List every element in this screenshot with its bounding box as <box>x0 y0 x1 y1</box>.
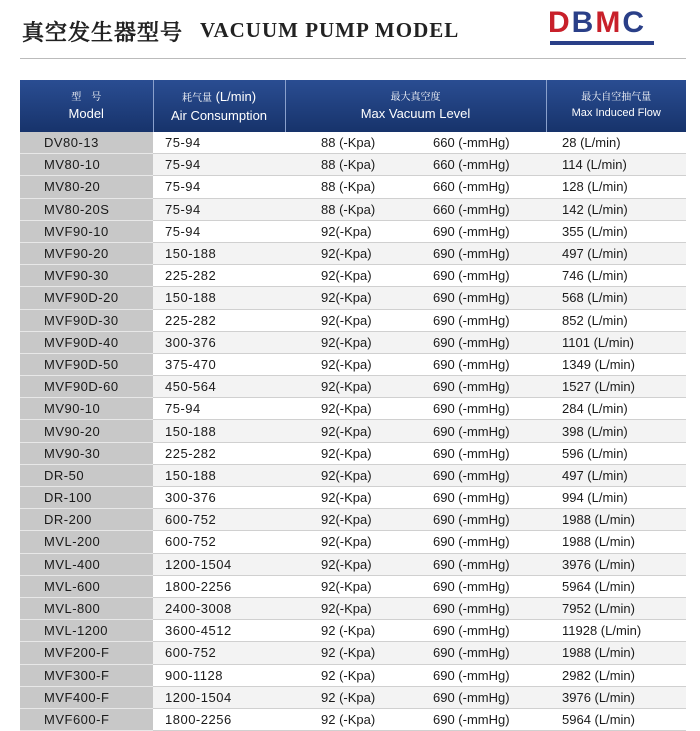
cell-air-consumption: 150-188 <box>153 287 285 309</box>
cell-induced-flow: 128 (L/min) <box>546 176 686 198</box>
cell-model: MVF90D-50 <box>20 353 153 375</box>
table-row <box>20 686 686 708</box>
cell-air-consumption: 1800-2256 <box>153 708 285 730</box>
cell-model: MVF90-20 <box>20 242 153 264</box>
cell-vacuum-kpa: 92(-Kpa) <box>285 420 415 442</box>
cell-vacuum-mmhg: 690 (-mmHg) <box>415 686 546 708</box>
cell-model: DR-50 <box>20 464 153 486</box>
cell-air-consumption: 75-94 <box>153 176 285 198</box>
cell-induced-flow: 28 (L/min) <box>546 132 686 154</box>
table-row <box>20 708 686 730</box>
table-row <box>20 154 686 176</box>
cell-air-consumption: 450-564 <box>153 376 285 398</box>
cell-model: MV90-20 <box>20 420 153 442</box>
header-max-vacuum <box>285 80 546 132</box>
cell-vacuum-mmhg: 690 (-mmHg) <box>415 398 546 420</box>
table-row <box>20 620 686 642</box>
cell-vacuum-mmhg: 690 (-mmHg) <box>415 442 546 464</box>
cell-vacuum-mmhg: 690 (-mmHg) <box>415 464 546 486</box>
table-row <box>20 420 686 442</box>
cell-vacuum-mmhg: 690 (-mmHg) <box>415 242 546 264</box>
cell-model: MV80-10 <box>20 154 153 176</box>
cell-vacuum-mmhg: 690 (-mmHg) <box>415 220 546 242</box>
cell-vacuum-kpa: 88 (-Kpa) <box>285 176 415 198</box>
cell-model: MV80-20S <box>20 198 153 220</box>
cell-induced-flow: 11928 (L/min) <box>546 620 686 642</box>
cell-vacuum-mmhg: 690 (-mmHg) <box>415 287 546 309</box>
cell-model: MVF90D-40 <box>20 331 153 353</box>
cell-induced-flow: 994 (L/min) <box>546 487 686 509</box>
cell-vacuum-kpa: 92(-Kpa) <box>285 287 415 309</box>
cell-induced-flow: 3976 (L/min) <box>546 553 686 575</box>
cell-model: MV90-30 <box>20 442 153 464</box>
table-row <box>20 553 686 575</box>
cell-air-consumption: 225-282 <box>153 265 285 287</box>
cell-vacuum-kpa: 92(-Kpa) <box>285 376 415 398</box>
table-row <box>20 309 686 331</box>
page-header <box>0 0 700 70</box>
cell-air-consumption: 900-1128 <box>153 664 285 686</box>
cell-vacuum-mmhg: 660 (-mmHg) <box>415 132 546 154</box>
cell-vacuum-mmhg: 660 (-mmHg) <box>415 154 546 176</box>
cell-induced-flow: 1988 (L/min) <box>546 531 686 553</box>
cell-air-consumption: 75-94 <box>153 132 285 154</box>
cell-air-consumption: 1200-1504 <box>153 686 285 708</box>
cell-vacuum-kpa: 88 (-Kpa) <box>285 198 415 220</box>
cell-vacuum-mmhg: 690 (-mmHg) <box>415 664 546 686</box>
cell-model: MVF600-F <box>20 708 153 730</box>
table-row <box>20 664 686 686</box>
cell-vacuum-mmhg: 690 (-mmHg) <box>415 265 546 287</box>
cell-air-consumption: 225-282 <box>153 309 285 331</box>
header-air-cn: 耗气量 <box>181 93 212 104</box>
cell-air-consumption: 1800-2256 <box>153 575 285 597</box>
cell-model: MVL-200 <box>20 531 153 553</box>
brand-logo-underline <box>550 41 654 45</box>
cell-air-consumption: 600-752 <box>153 531 285 553</box>
cell-induced-flow: 114 (L/min) <box>546 154 686 176</box>
cell-air-consumption: 150-188 <box>153 420 285 442</box>
brand-logo-text <box>548 6 656 40</box>
cell-vacuum-mmhg: 660 (-mmHg) <box>415 198 546 220</box>
cell-vacuum-mmhg: 690 (-mmHg) <box>415 509 546 531</box>
cell-vacuum-mmhg: 690 (-mmHg) <box>415 487 546 509</box>
cell-vacuum-kpa: 92 (-Kpa) <box>285 664 415 686</box>
header-model-cn: 型 号 <box>71 91 102 103</box>
cell-model: MVF90D-20 <box>20 287 153 309</box>
cell-air-consumption: 300-376 <box>153 487 285 509</box>
cell-model: MVF300-F <box>20 664 153 686</box>
table-row <box>20 353 686 375</box>
header-model <box>20 80 153 132</box>
cell-vacuum-kpa: 92(-Kpa) <box>285 398 415 420</box>
cell-vacuum-mmhg: 690 (-mmHg) <box>415 309 546 331</box>
cell-induced-flow: 497 (L/min) <box>546 464 686 486</box>
cell-model: MVF90-30 <box>20 265 153 287</box>
cell-air-consumption: 2400-3008 <box>153 597 285 619</box>
cell-model: MVF200-F <box>20 642 153 664</box>
cell-vacuum-kpa: 92 (-Kpa) <box>285 620 415 642</box>
cell-vacuum-mmhg: 690 (-mmHg) <box>415 708 546 730</box>
table-row <box>20 531 686 553</box>
cell-induced-flow: 1527 (L/min) <box>546 376 686 398</box>
cell-model: DR-100 <box>20 487 153 509</box>
header-air-unit: (L/min) <box>215 89 257 104</box>
table-row <box>20 642 686 664</box>
cell-air-consumption: 300-376 <box>153 331 285 353</box>
header-vacuum-cn: 最大真空度 <box>390 91 441 103</box>
cell-model: MVL-800 <box>20 597 153 619</box>
cell-induced-flow: 1101 (L/min) <box>546 331 686 353</box>
logo-letter: D <box>548 6 572 39</box>
cell-vacuum-kpa: 92(-Kpa) <box>285 531 415 553</box>
cell-vacuum-kpa: 92(-Kpa) <box>285 242 415 264</box>
cell-induced-flow: 398 (L/min) <box>546 420 686 442</box>
cell-vacuum-mmhg: 690 (-mmHg) <box>415 553 546 575</box>
cell-model: MV80-20 <box>20 176 153 198</box>
logo-letter: B <box>571 6 596 39</box>
cell-vacuum-kpa: 92(-Kpa) <box>285 597 415 619</box>
cell-vacuum-kpa: 92 (-Kpa) <box>285 686 415 708</box>
cell-induced-flow: 568 (L/min) <box>546 287 686 309</box>
cell-model: MVF90D-60 <box>20 376 153 398</box>
cell-vacuum-kpa: 92(-Kpa) <box>285 553 415 575</box>
cell-vacuum-mmhg: 660 (-mmHg) <box>415 176 546 198</box>
cell-model: MVL-600 <box>20 575 153 597</box>
page-title-chinese: 真空发生器型号 <box>22 21 184 46</box>
header-flow-cn: 最大自空抽气量 <box>581 91 652 103</box>
cell-vacuum-kpa: 92(-Kpa) <box>285 509 415 531</box>
cell-air-consumption: 600-752 <box>153 509 285 531</box>
table-row <box>20 242 686 264</box>
cell-induced-flow: 142 (L/min) <box>546 198 686 220</box>
header-divider <box>20 58 686 59</box>
cell-induced-flow: 355 (L/min) <box>546 220 686 242</box>
brand-logo <box>548 6 656 44</box>
cell-vacuum-mmhg: 690 (-mmHg) <box>415 353 546 375</box>
logo-letter: C <box>622 6 647 39</box>
header-max-flow <box>546 80 686 132</box>
table-row <box>20 176 686 198</box>
cell-model: MVF90D-30 <box>20 309 153 331</box>
cell-vacuum-kpa: 88 (-Kpa) <box>285 154 415 176</box>
table-body <box>20 132 686 731</box>
cell-vacuum-kpa: 92(-Kpa) <box>285 487 415 509</box>
cell-induced-flow: 596 (L/min) <box>546 442 686 464</box>
table-row <box>20 597 686 619</box>
header-vacuum-en: Max Vacuum Level <box>360 105 471 121</box>
cell-induced-flow: 5964 (L/min) <box>546 575 686 597</box>
cell-vacuum-mmhg: 690 (-mmHg) <box>415 575 546 597</box>
header-air-en: Air Consumption <box>170 108 268 123</box>
cell-vacuum-kpa: 92(-Kpa) <box>285 442 415 464</box>
cell-air-consumption: 75-94 <box>153 398 285 420</box>
cell-induced-flow: 746 (L/min) <box>546 265 686 287</box>
header-air-cn-line <box>154 88 285 107</box>
cell-model: DV80-13 <box>20 132 153 154</box>
cell-vacuum-kpa: 92(-Kpa) <box>285 464 415 486</box>
cell-vacuum-kpa: 92(-Kpa) <box>285 220 415 242</box>
cell-air-consumption: 75-94 <box>153 198 285 220</box>
header-model-en: Model <box>68 105 104 121</box>
cell-air-consumption: 600-752 <box>153 642 285 664</box>
cell-induced-flow: 2982 (L/min) <box>546 664 686 686</box>
cell-vacuum-mmhg: 690 (-mmHg) <box>415 642 546 664</box>
table-row <box>20 575 686 597</box>
cell-vacuum-kpa: 92(-Kpa) <box>285 309 415 331</box>
table-row <box>20 464 686 486</box>
cell-air-consumption: 150-188 <box>153 242 285 264</box>
cell-model: MVL-400 <box>20 553 153 575</box>
cell-air-consumption: 75-94 <box>153 220 285 242</box>
cell-vacuum-kpa: 92 (-Kpa) <box>285 708 415 730</box>
header-air-consumption <box>153 80 285 132</box>
table-row <box>20 198 686 220</box>
cell-vacuum-kpa: 88 (-Kpa) <box>285 132 415 154</box>
cell-air-consumption: 150-188 <box>153 464 285 486</box>
cell-induced-flow: 852 (L/min) <box>546 309 686 331</box>
cell-vacuum-kpa: 92 (-Kpa) <box>285 642 415 664</box>
table-row <box>20 132 686 154</box>
cell-vacuum-mmhg: 690 (-mmHg) <box>415 420 546 442</box>
cell-vacuum-kpa: 92(-Kpa) <box>285 331 415 353</box>
cell-induced-flow: 5964 (L/min) <box>546 708 686 730</box>
logo-letter: M <box>595 6 623 39</box>
cell-model: DR-200 <box>20 509 153 531</box>
table-header-row <box>20 80 686 132</box>
cell-model: MVF90-10 <box>20 220 153 242</box>
cell-vacuum-mmhg: 690 (-mmHg) <box>415 620 546 642</box>
cell-induced-flow: 284 (L/min) <box>546 398 686 420</box>
page-title-english: VACUUM PUMP MODEL <box>200 18 460 42</box>
cell-vacuum-kpa: 92(-Kpa) <box>285 265 415 287</box>
cell-vacuum-mmhg: 690 (-mmHg) <box>415 597 546 619</box>
table-row <box>20 398 686 420</box>
cell-induced-flow: 7952 (L/min) <box>546 597 686 619</box>
cell-model: MV90-10 <box>20 398 153 420</box>
cell-induced-flow: 1988 (L/min) <box>546 509 686 531</box>
vacuum-pump-table <box>20 80 686 731</box>
cell-air-consumption: 75-94 <box>153 154 285 176</box>
table-row <box>20 331 686 353</box>
cell-induced-flow: 1988 (L/min) <box>546 642 686 664</box>
cell-air-consumption: 1200-1504 <box>153 553 285 575</box>
cell-induced-flow: 1349 (L/min) <box>546 353 686 375</box>
cell-air-consumption: 3600-4512 <box>153 620 285 642</box>
table-row <box>20 487 686 509</box>
cell-model: MVL-1200 <box>20 620 153 642</box>
cell-induced-flow: 497 (L/min) <box>546 242 686 264</box>
cell-vacuum-kpa: 92(-Kpa) <box>285 353 415 375</box>
cell-vacuum-mmhg: 690 (-mmHg) <box>415 331 546 353</box>
cell-model: MVF400-F <box>20 686 153 708</box>
cell-air-consumption: 375-470 <box>153 353 285 375</box>
table-row <box>20 220 686 242</box>
cell-air-consumption: 225-282 <box>153 442 285 464</box>
table-row <box>20 265 686 287</box>
table-row <box>20 287 686 309</box>
table-row <box>20 442 686 464</box>
table-row <box>20 509 686 531</box>
cell-vacuum-kpa: 92(-Kpa) <box>285 575 415 597</box>
cell-vacuum-mmhg: 690 (-mmHg) <box>415 531 546 553</box>
cell-induced-flow: 3976 (L/min) <box>546 686 686 708</box>
header-flow-en: Max Induced Flow <box>571 106 661 119</box>
cell-vacuum-mmhg: 690 (-mmHg) <box>415 376 546 398</box>
table-row <box>20 376 686 398</box>
